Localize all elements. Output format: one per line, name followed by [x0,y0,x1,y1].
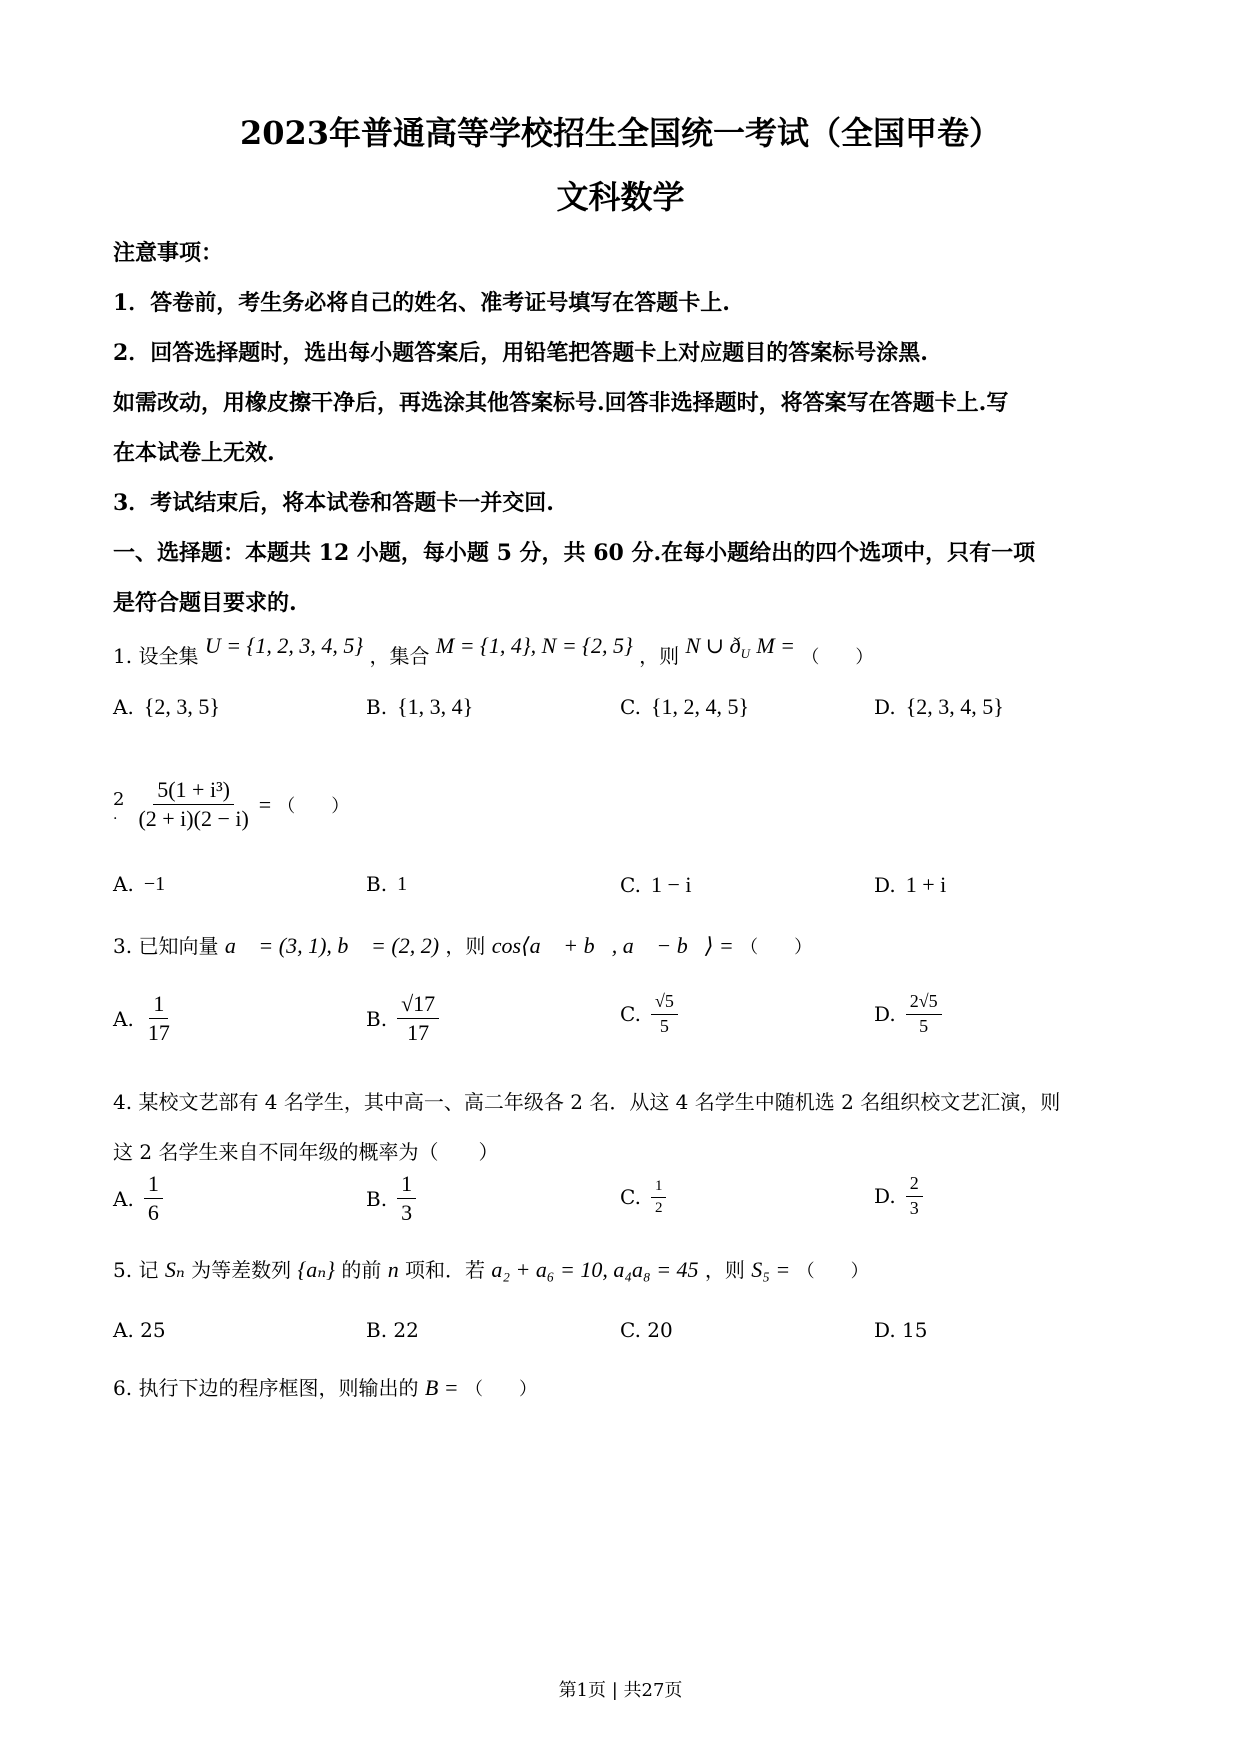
question-2 [113,778,349,831]
q2-option-b: B. 1 [366,872,408,896]
notice-item-2c: 在本试卷上无效. [113,440,275,466]
q1-text-2: ，集合 [369,644,430,668]
q5-expr-s5: S₅ = [751,1257,791,1282]
q3-option-c: C. $\frac{√5}{5}$ [620,992,678,1037]
q1-text-3: ，则 [639,644,680,668]
q1-option-d: D. {2, 3, 4, 5} [874,694,1004,719]
q2-denominator: (2 + i)(2 − i) [138,806,249,832]
q5-option-c: C. 20 [620,1318,673,1342]
q2-option-d: D. 1 + i [874,872,947,897]
q6-expr-b: B = [424,1375,459,1400]
q5-option-b: B. 22 [366,1318,419,1342]
section1-line1: 一、选择题：本题共 12 小题，每小题 5 分，共 60 分.在每小题给出的四个选项中，只有一项 [113,540,1036,566]
q3-option-a: A. $\frac{1}{17}$ [113,991,170,1046]
q5-option-d: D. 15 [874,1318,928,1342]
question-6 [113,1372,537,1401]
page-footer: 第1页 | 共27页 [558,1680,683,1701]
q5-option-a: A. 25 [113,1318,166,1342]
q4-option-d: D. $\frac{2}{3}$ [874,1174,923,1219]
q3-text-2: ，则 [445,934,486,958]
q4-option-c: C. $\frac{1}{2}$ [620,1178,666,1216]
q1-option-a: A. {2, 3, 5} [113,694,220,719]
q6-text-1: 6. 执行下边的程序框图，则输出的 [113,1376,419,1400]
q1-option-c: C. {1, 2, 4, 5} [620,694,750,719]
q5-text-4: 项和．若 [405,1258,486,1282]
q5-answer-paren: （ ） [796,1261,869,1282]
q3-option-d: D. $\frac{2√5}{5}$ [874,992,942,1037]
q1-expr-universal-set: U = {1, 2, 3, 4, 5} [204,633,364,658]
question-4-line-1: 4. 某校文艺部有 4 名学生，其中高一、高二年级各 2 名．从这 4 名学生中随机选 2 名组织校文艺汇演，则 [113,1090,1061,1114]
q5-text-3: 的前 [341,1258,382,1282]
notice-item-3: 3．考试结束后，将本试卷和答题卡一并交回. [113,490,554,516]
q5-expr-sn: Sₙ [164,1257,185,1282]
q2-numerator: 5(1 + i³) [153,778,234,805]
notice-item-2a: 2．回答选择题时，选出每小题答案后，用铅笔把答题卡上对应题目的答案标号涂黑. [113,340,928,366]
q3-option-b: B. $\frac{√17}{17}$ [366,992,439,1045]
question-5 [113,1254,869,1283]
q6-answer-paren: （ ） [464,1379,537,1400]
q5-text-2: 为等差数列 [191,1258,292,1282]
q1-text-1: 1. 设全集 [113,644,199,668]
question-4-line-2: 这 2 名学生来自不同年级的概率为（ ） [113,1140,499,1164]
q2-option-c: C. 1 − i [620,872,692,897]
q4-option-b: B. $\frac{1}{3}$ [366,1172,416,1225]
notice-item-1: 1．答卷前，考生务必将自己的姓名、准考证号填写在答题卡上. [113,290,730,316]
q5-expr-n: n [387,1257,399,1282]
q2-option-a: A. −1 [113,872,166,896]
q5-text-5: ，则 [704,1258,745,1282]
q4-option-a: A. $\frac{1}{6}$ [113,1172,163,1225]
q1-answer-paren: （ ） [801,647,874,668]
question-1 [113,633,874,672]
q1-expr-union: N ∪ ð [685,633,741,658]
q2-number: 2 [113,789,125,811]
q2-equals: = [258,791,272,817]
exam-subtitle: 文科数学 [556,178,685,216]
section1-line2: 是符合题目要求的. [113,590,297,616]
q5-text-1: 5. 记 [113,1258,159,1282]
q1-option-b: B. {1, 3, 4} [366,694,474,719]
q1-expr-m: M = [756,633,796,658]
q2-dot: . [113,807,118,824]
q5-expr-condition: a₂ + a₆ = 10, a₄a₈ = 45 [491,1257,699,1282]
q2-fraction [134,778,252,831]
q5-expr-sequence: {aₙ} [297,1257,335,1282]
q1-expr-sub: U [740,646,750,661]
notice-item-2b: 如需改动，用橡皮擦干净后，再选涂其他答案标号.回答非选择题时，将答案写在答题卡上.写 [113,390,1009,416]
q3-expr-vectors: a⃗ = (3, 1), b⃗ = (2, 2) [224,933,440,958]
notice-heading: 注意事项： [113,240,224,266]
q3-text-1: 3. 已知向量 [113,934,219,958]
q3-answer-paren: （ ） [740,937,813,958]
question-3 [113,930,812,959]
q3-expr-cos: cos⟨a⃗ + b⃗, a⃗ − b⃗⟩ = [491,933,734,958]
exam-title: 2023年普通高等学校招生全国统一考试（全国甲卷） [239,114,1002,152]
q1-expr-sets: M = {1, 4}, N = {2, 5} [435,633,633,658]
q2-answer-paren: （ ） [277,795,350,817]
